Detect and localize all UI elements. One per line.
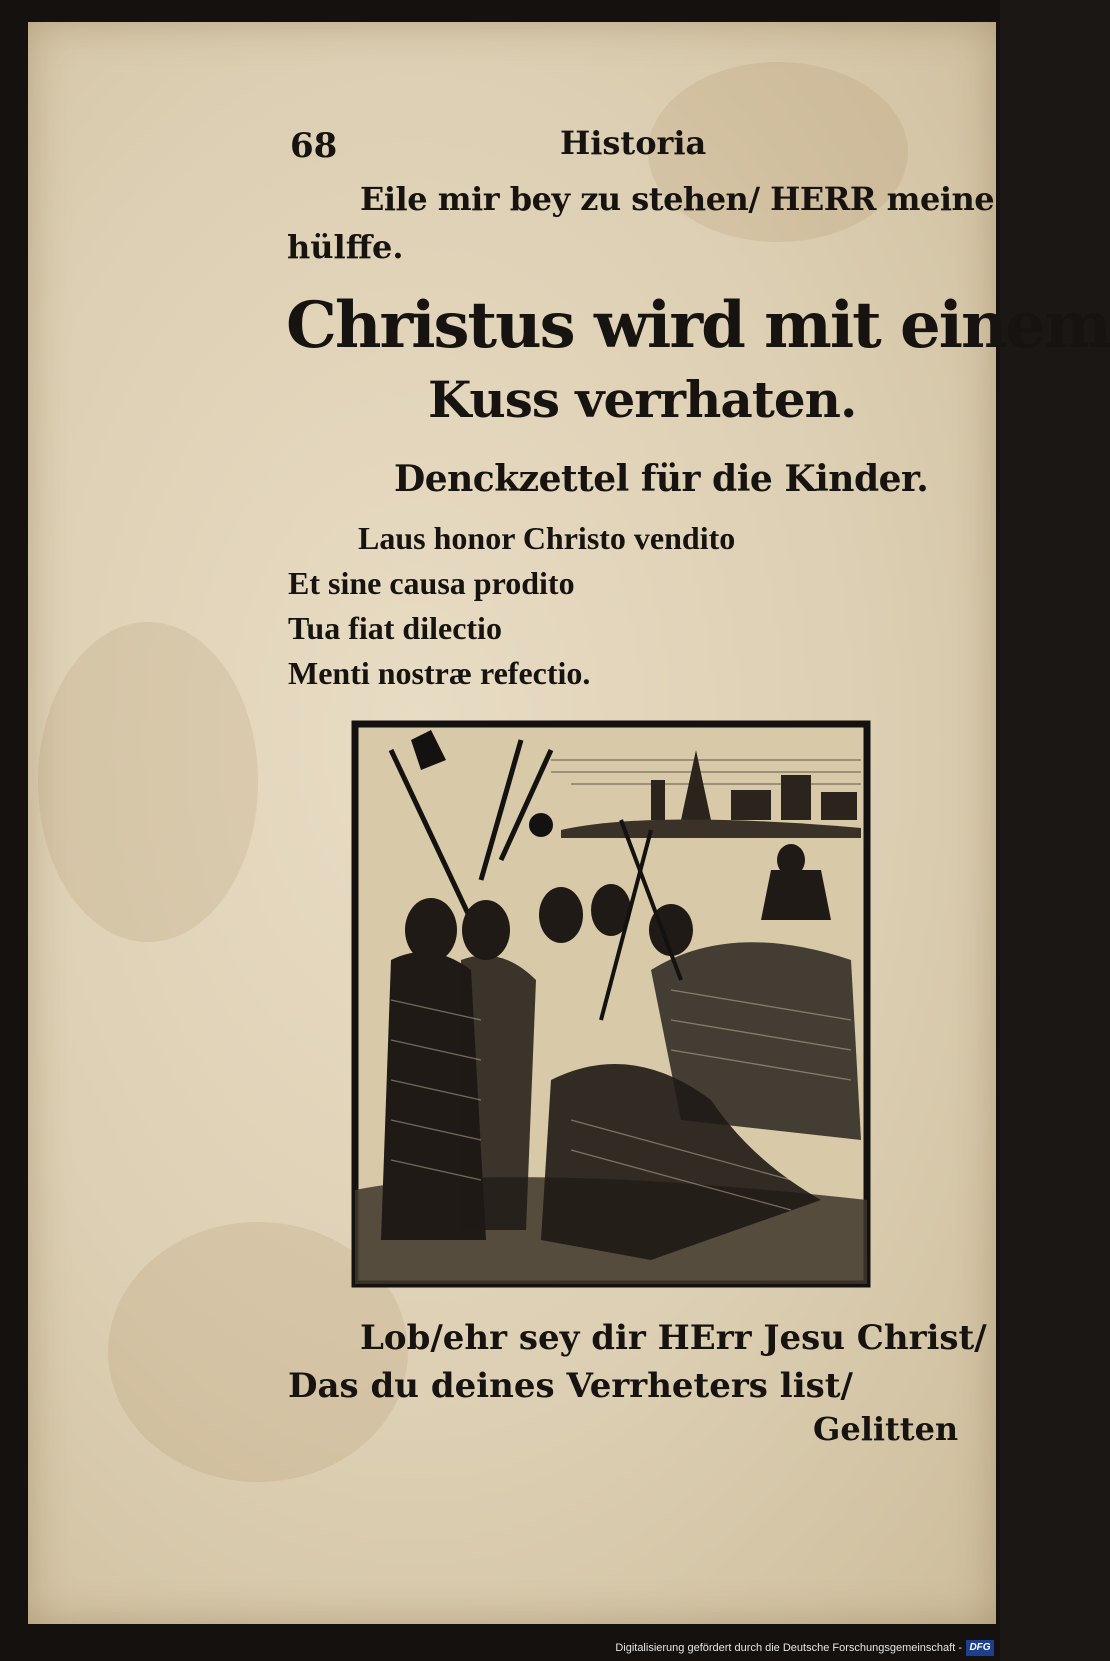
german-verse-line: Das du deines Verrheters list/ [288, 1366, 853, 1406]
dfg-logo-icon: DFG [966, 1640, 994, 1656]
catchword: Gelitten [813, 1410, 959, 1448]
woodcut-illustration [351, 720, 871, 1288]
running-head: Historia [560, 124, 707, 162]
footer-credit: Digitalisierung gefördert durch die Deutsche Forschungsgemeinschaft - [615, 1642, 962, 1654]
latin-verse-line: Et sine causa prodito [288, 565, 575, 601]
chapter-title: Christus wird mit einem [286, 288, 1110, 363]
verse-line: Eile mir bey zu stehen/ HERR meine [360, 180, 995, 218]
subheading: Denckzettel für die Kinder. [394, 458, 929, 500]
chapter-title: Kuss verrhaten. [428, 370, 857, 429]
german-verse-line: Lob/ehr sey dir HErr Jesu Christ/ [360, 1318, 987, 1358]
latin-verse-line: Laus honor Christo vendito [358, 520, 736, 556]
latin-verse-line: Menti nostræ refectio. [288, 655, 591, 691]
latin-verse-line: Tua fiat dilectio [288, 610, 502, 646]
verse-line: hülffe. [287, 228, 404, 266]
page-number: 68 [290, 126, 338, 166]
paper-stain [38, 622, 258, 942]
